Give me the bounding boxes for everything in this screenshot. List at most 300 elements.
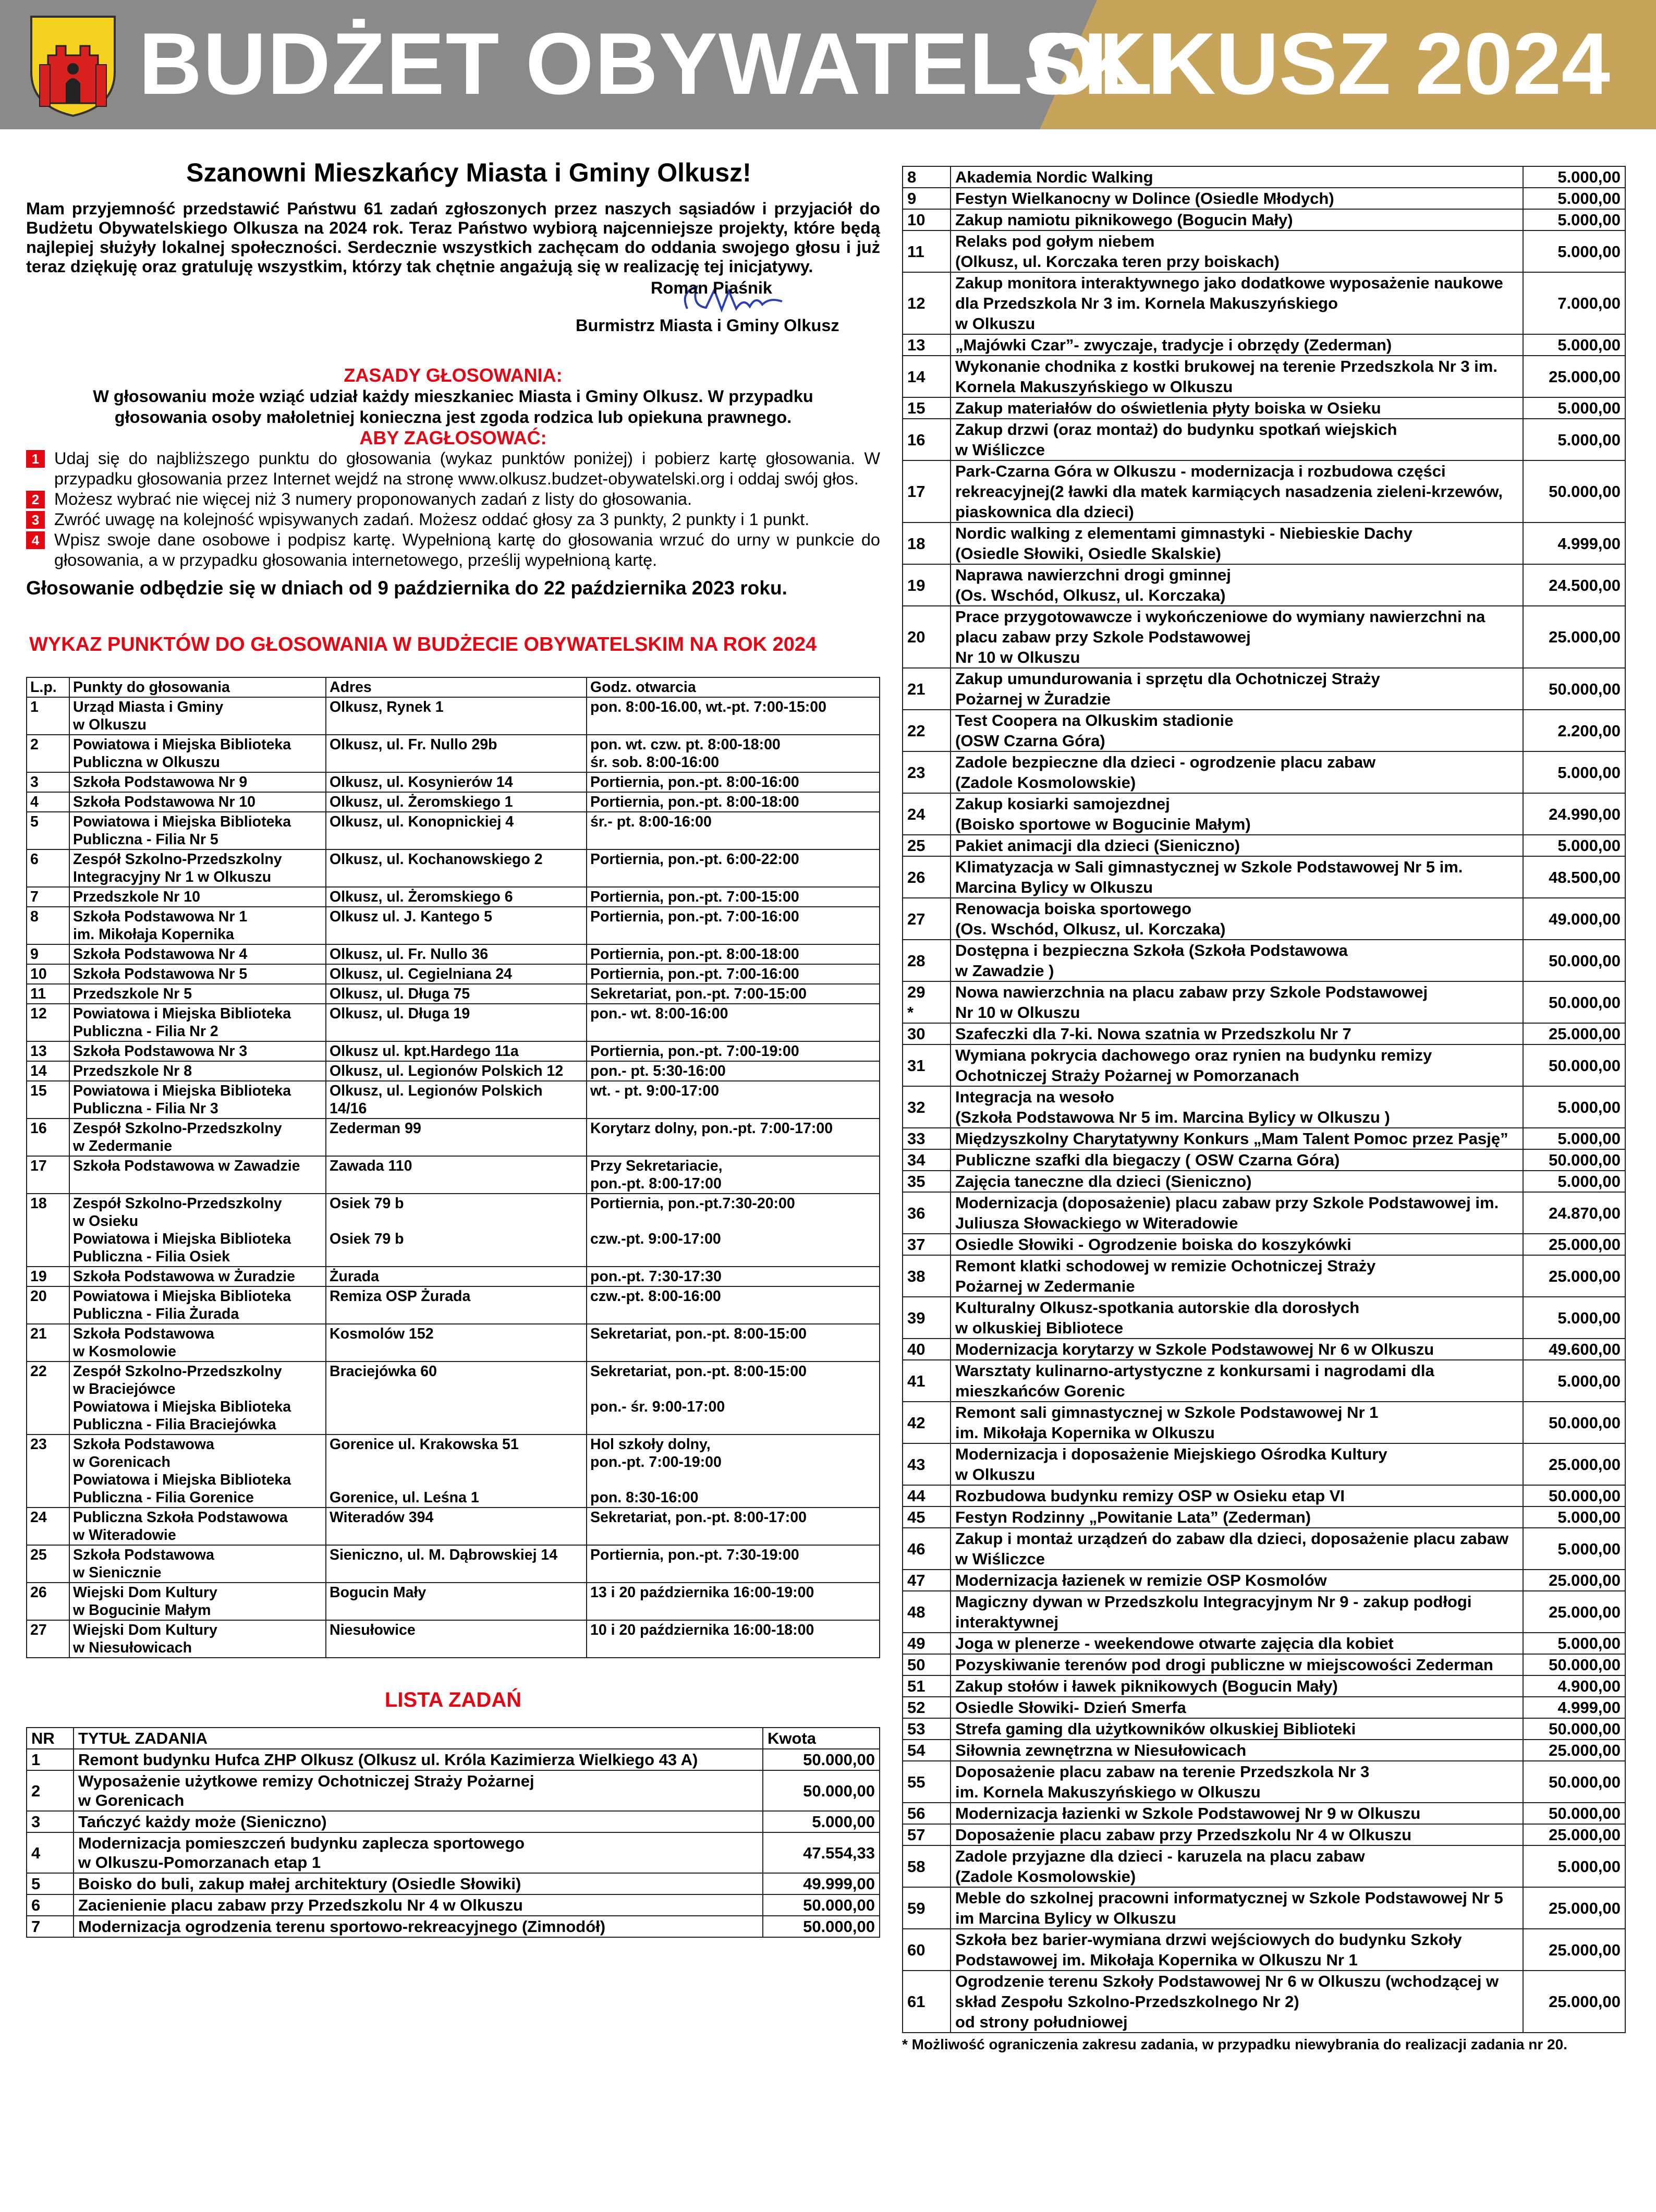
table-cell: Wiejski Dom Kultury w Niesułowicach [69, 1620, 326, 1658]
table-cell: Olkusz, ul. Legionów Polskich 12 [326, 1061, 587, 1081]
table-cell: Modernizacja i doposażenie Miejskiego Ośrodka Kultury w Olkuszu [951, 1443, 1523, 1485]
table-cell: 25 [903, 835, 951, 856]
table-cell: Przedszkole Nr 5 [69, 984, 326, 1004]
step-text: Możesz wybrać nie więcej niż 3 numery proponowanych zadań z listy do głosowania. [54, 490, 692, 508]
table-cell: 37 [903, 1234, 951, 1255]
table-cell: Olkusz, Rynek 1 [326, 697, 587, 735]
table-cell: 1 [27, 1749, 74, 1770]
table-cell: pon.-pt. 7:30-17:30 [587, 1267, 880, 1286]
table-cell: Zakup stołów i ławek piknikowych (Bogucin Mały) [951, 1675, 1523, 1697]
table-cell: Olkusz, ul. Legionów Polskich 14/16 [326, 1081, 587, 1119]
task-row [903, 1360, 1625, 1402]
table-cell: Wymiana pokrycia dachowego oraz rynien na budynku remizy Ochotniczej Straży Pożarnej w Pomorzanach [951, 1044, 1523, 1086]
task-row [903, 751, 1625, 793]
task-row [903, 1761, 1625, 1803]
tasks-title: LISTA ZADAŃ [384, 1688, 522, 1711]
table-cell: 25.000,00 [1523, 356, 1625, 397]
table-cell: pon. 8:00-16.00, wt.-pt. 7:00-15:00 [587, 697, 880, 735]
table-cell: Zajęcia taneczne dla dzieci (Sieniczno) [951, 1171, 1523, 1192]
table-cell: Przedszkole Nr 10 [69, 887, 326, 907]
table-cell: Siłownia zewnętrzna w Niesułowicach [951, 1740, 1523, 1761]
table-cell: Test Coopera na Olkuskim stadionie (OSW Czarna Góra) [951, 710, 1523, 751]
task-row [903, 1570, 1625, 1591]
table-cell: Zakup materiałów do oświetlenia płyty boiska w Osieku [951, 397, 1523, 419]
table-cell: Portiernia, pon.-pt. 7:30-19:00 [587, 1545, 880, 1583]
table-cell: Kulturalny Olkusz-spotkania autorskie dla dorosłych w olkuskiej Bibliotece [951, 1297, 1523, 1339]
table-cell: 50.000,00 [1523, 1654, 1625, 1675]
task-row [903, 1654, 1625, 1675]
table-cell: Gorenice ul. Krakowska 51 Gorenice, ul. Leśna 1 [326, 1435, 587, 1508]
table-cell: Osiek 79 b Osiek 79 b [326, 1194, 587, 1267]
table-row [27, 984, 880, 1004]
task-row [903, 1149, 1625, 1171]
table-cell: Powiatowa i Miejska Biblioteka Publiczna - Filia Nr 2 [69, 1004, 326, 1041]
task-row [903, 1697, 1625, 1718]
voting-step [26, 448, 880, 489]
table-cell: 5.000,00 [1523, 166, 1625, 188]
table-cell: Portiernia, pon.-pt. 8:00-18:00 [587, 944, 880, 964]
table-cell: Nordic walking z elementami gimnastyki - Niebieskie Dachy (Osiedle Słowiki, Osiedle Skalskie) [951, 522, 1523, 564]
column-header: L.p. [27, 677, 69, 697]
table-cell: 46 [903, 1528, 951, 1570]
table-cell: 50.000,00 [1523, 1485, 1625, 1506]
step-number-badge: 3 [26, 511, 45, 529]
table-cell: 13 [903, 334, 951, 356]
task-row [903, 209, 1625, 230]
table-cell: Zespół Szkolno-Przedszkolny Integracyjny Nr 1 w Olkuszu [69, 849, 326, 887]
signature-title: Burmistrz Miasta i Gminy Olkusz [576, 316, 839, 335]
table-cell: 50.000,00 [1523, 1803, 1625, 1824]
task-row [903, 1044, 1625, 1086]
task-row [903, 397, 1625, 419]
table-cell: 12 [27, 1004, 69, 1041]
left-column [26, 156, 880, 1938]
table-cell: Olkusz, ul. Fr. Nullo 36 [326, 944, 587, 964]
table-cell: 54 [903, 1740, 951, 1761]
table-cell: Portiernia, pon.-pt.7:30-20:00 czw.-pt. 9:00-17:00 [587, 1194, 880, 1267]
task-row [903, 1234, 1625, 1255]
table-row [27, 1435, 880, 1508]
table-cell: Modernizacja korytarzy w Szkole Podstawowej Nr 6 w Olkuszu [951, 1339, 1523, 1360]
task-row [903, 272, 1625, 334]
table-cell: Powiatowa i Miejska Biblioteka Publiczna - Filia Nr 5 [69, 812, 326, 849]
table-cell: Portiernia, pon.-pt. 7:00-19:00 [587, 1041, 880, 1061]
table-cell: 50.000,00 [1523, 1718, 1625, 1740]
table-cell: Szkoła Podstawowa Nr 5 [69, 964, 326, 984]
table-cell: Witeradów 394 [326, 1508, 587, 1545]
table-row [27, 1620, 880, 1658]
table-cell: 42 [903, 1402, 951, 1443]
table-cell: Zakup namiotu piknikowego (Bogucin Mały) [951, 209, 1523, 230]
table-row [27, 1081, 880, 1119]
voting-dates: Głosowanie odbędzie się w dniach od 9 października do 22 października 2023 roku. [26, 577, 787, 599]
table-cell: 15 [903, 397, 951, 419]
table-cell: 4.999,00 [1523, 522, 1625, 564]
task-row [27, 1916, 880, 1937]
table-cell: 24.870,00 [1523, 1192, 1625, 1234]
table-cell: Pozyskiwanie terenów pod drogi publiczne w miejscowości Zederman [951, 1654, 1523, 1675]
table-cell: Portiernia, pon.-pt. 8:00-18:00 [587, 792, 880, 812]
table-cell: 48 [903, 1591, 951, 1633]
task-row [903, 1485, 1625, 1506]
table-cell: 50.000,00 [1523, 940, 1625, 981]
table-cell: Modernizacja łazienki w Szkole Podstawowej Nr 9 w Olkuszu [951, 1803, 1523, 1824]
table-cell: 7 [27, 1916, 74, 1937]
table-row [27, 812, 880, 849]
table-cell: Sekretariat, pon.-pt. 8:00-15:00 [587, 1324, 880, 1362]
column-header: Punkty do głosowania [69, 677, 326, 697]
page-header [0, 0, 1656, 129]
table-cell: 31 [903, 1044, 951, 1086]
table-cell: Akademia Nordic Walking [951, 166, 1523, 188]
voting-points-title: WYKAZ PUNKTÓW DO GŁOSOWANIA W BUDŻECIE OBYWATELSKIM NA ROK 2024 [29, 634, 817, 655]
table-cell: Braciejówka 60 [326, 1362, 587, 1435]
table-cell: 17 [903, 460, 951, 522]
table-cell: 9 [903, 188, 951, 209]
task-row [903, 419, 1625, 460]
table-cell: 6 [27, 1894, 74, 1916]
table-row [27, 1267, 880, 1286]
greeting-heading: Szanowni Mieszkańcy Miasta i Gminy Olkusz! [186, 158, 751, 187]
table-cell: 25.000,00 [1523, 1929, 1625, 1971]
task-row [903, 940, 1625, 981]
table-cell: wt. - pt. 9:00-17:00 [587, 1081, 880, 1119]
task-row [903, 1339, 1625, 1360]
table-cell: 16 [903, 419, 951, 460]
table-cell: 28 [903, 940, 951, 981]
table-cell: 5.000,00 [1523, 1171, 1625, 1192]
table-cell: Festyn Wielkanocny w Dolince (Osiedle Młodych) [951, 188, 1523, 209]
table-cell: 5.000,00 [1523, 334, 1625, 356]
table-cell: Zakup monitora interaktywnego jako dodatkowe wyposażenie naukowe dla Przedszkola Nr 3 im. Kornela Makuszyńskiego w Olkuszu [951, 272, 1523, 334]
rules-title: ZASADY GŁOSOWANIA: [344, 364, 563, 386]
table-cell: 5.000,00 [1523, 835, 1625, 856]
table-cell: 45 [903, 1506, 951, 1528]
table-cell: Zespół Szkolno-Przedszkolny w Osieku Powiatowa i Miejska Biblioteka Publiczna - Filia Osiek [69, 1194, 326, 1267]
table-cell: 16 [27, 1119, 69, 1156]
table-cell: Olkusz ul. kpt.Hardego 11a [326, 1041, 587, 1061]
table-cell: Modernizacja (doposażenie) placu zabaw przy Szkole Podstawowej im. Juliusza Słowackiego w Witeradowie [951, 1192, 1523, 1234]
table-cell: Olkusz, ul. Konopnickiej 4 [326, 812, 587, 849]
table-cell: 14 [27, 1061, 69, 1081]
table-cell: Niesułowice [326, 1620, 587, 1658]
table-cell: 7 [27, 887, 69, 907]
table-cell: Nowa nawierzchnia na placu zabaw przy Szkole Podstawowej Nr 10 w Olkuszu [951, 981, 1523, 1023]
task-row [903, 793, 1625, 835]
table-cell: 23 [27, 1435, 69, 1508]
table-cell: 18 [903, 522, 951, 564]
table-cell: Szkoła Podstawowa Nr 4 [69, 944, 326, 964]
table-cell: 48.500,00 [1523, 856, 1625, 898]
table-header-row [27, 1728, 880, 1749]
table-cell: 49.600,00 [1523, 1339, 1625, 1360]
table-cell: 9 [27, 944, 69, 964]
table-cell: Integracja na wesoło (Szkoła Podstawowa Nr 5 im. Marcina Bylicy w Olkuszu ) [951, 1086, 1523, 1128]
table-cell: Publiczne szafki dla biegaczy ( OSW Czarna Góra) [951, 1149, 1523, 1171]
table-cell: Szkoła bez barier-wymiana drzwi wejściowych do budynku Szkoły Podstawowej im. Mikołaja Kopernika w Olkuszu Nr 1 [951, 1929, 1523, 1971]
table-cell: Osiedle Słowiki - Ogrodzenie boiska do koszykówki [951, 1234, 1523, 1255]
table-cell: Zadole przyjazne dla dzieci - karuzela na placu zabaw (Zadole Kosmolowskie) [951, 1845, 1523, 1887]
table-cell: 33 [903, 1128, 951, 1149]
table-row [27, 907, 880, 944]
table-cell: Szkoła Podstawowa Nr 3 [69, 1041, 326, 1061]
table-cell: 52 [903, 1697, 951, 1718]
table-row [27, 1061, 880, 1081]
table-cell: 5.000,00 [1523, 209, 1625, 230]
table-cell: 26 [27, 1583, 69, 1620]
table-cell: Powiatowa i Miejska Biblioteka Publiczna - Filia Nr 3 [69, 1081, 326, 1119]
task-row [903, 1255, 1625, 1297]
table-cell: 50.000,00 [1523, 981, 1625, 1023]
task-row [903, 1023, 1625, 1044]
table-row [27, 1156, 880, 1194]
table-cell: Szkoła Podstawowa Nr 1 im. Mikołaja Kopernika [69, 907, 326, 944]
tasks-left-body [27, 1749, 880, 1937]
table-cell: 56 [903, 1803, 951, 1824]
table-row [27, 792, 880, 812]
table-cell: 21 [27, 1324, 69, 1362]
table-cell: 11 [903, 230, 951, 272]
table-cell: 50.000,00 [763, 1916, 880, 1937]
header-title-left: BUDŻET OBYWATELSKI [139, 15, 1173, 113]
table-cell: Olkusz, ul. Żeromskiego 6 [326, 887, 587, 907]
table-cell: Szkoła Podstawowa Nr 9 [69, 772, 326, 792]
intro-paragraph: Mam przyjemność przedstawić Państwu 61 zadań zgłoszonych przez naszych sąsiadów i przyjaciół do Budżetu Obywatelskiego Olkusza na 2024 rok. Teraz Państwo wybiorą najcenniejsze projekty, które będą najlepiej służyły lokalnej społeczności. Serdecznie wszystkich zachęcam do oddania swojego głosu i już teraz dziękuję oraz gratuluję wszystkim, którzy tak chętnie angażują się w realizację tej inicjatywy. [26, 199, 880, 276]
table-cell: Międzyszkolny Charytatywny Konkurs „Mam Talent Pomoc przez Pasję” [951, 1128, 1523, 1149]
table-cell: Portiernia, pon.-pt. 6:00-22:00 [587, 849, 880, 887]
table-cell: Powiatowa i Miejska Biblioteka Publiczna w Olkuszu [69, 735, 326, 772]
task-row [903, 1675, 1625, 1697]
table-cell: Relaks pod gołym niebem (Olkusz, ul. Korczaka teren przy boiskach) [951, 230, 1523, 272]
table-cell: 61 [903, 1971, 951, 2033]
table-row [27, 1004, 880, 1041]
table-cell: 50.000,00 [763, 1749, 880, 1770]
table-cell: Sekretariat, pon.-pt. 8:00-17:00 [587, 1508, 880, 1545]
table-cell: 59 [903, 1887, 951, 1929]
table-cell: 50.000,00 [1523, 1044, 1625, 1086]
table-cell: 40 [903, 1339, 951, 1360]
table-cell: Sieniczno, ul. M. Dąbrowskiej 14 [326, 1545, 587, 1583]
task-row [27, 1749, 880, 1770]
table-cell: 30 [903, 1023, 951, 1044]
how-to-vote-title: ABY ZAGŁOSOWAĆ: [359, 427, 547, 448]
table-cell: „Majówki Czar”- zwyczaje, tradycje i obrzędy (Zederman) [951, 334, 1523, 356]
task-row [903, 898, 1625, 940]
table-cell: 50 [903, 1654, 951, 1675]
table-cell: 12 [903, 272, 951, 334]
table-cell: 18 [27, 1194, 69, 1267]
table-cell: Urząd Miasta i Gminy w Olkuszu [69, 697, 326, 735]
table-cell: 25 [27, 1545, 69, 1583]
task-row [27, 1894, 880, 1916]
table-cell: 2 [27, 1770, 74, 1811]
table-cell: Olkusz, ul. Długa 19 [326, 1004, 587, 1041]
table-cell: 49 [903, 1633, 951, 1654]
table-cell: 4.900,00 [1523, 1675, 1625, 1697]
table-cell: Remont klatki schodowej w remizie Ochotniczej Straży Pożarnej w Zedermanie [951, 1255, 1523, 1297]
table-cell: 44 [903, 1485, 951, 1506]
column-header: TYTUŁ ZADANIA [74, 1728, 763, 1749]
table-cell: 41 [903, 1360, 951, 1402]
step-number-badge: 2 [26, 491, 45, 508]
table-cell: Sekretariat, pon.-pt. 7:00-15:00 [587, 984, 880, 1004]
table-row [27, 1041, 880, 1061]
table-cell: Hol szkoły dolny, pon.-pt. 7:00-19:00 pon. 8:30-16:00 [587, 1435, 880, 1508]
table-cell: Olkusz, ul. Kochanowskiego 2 [326, 849, 587, 887]
table-cell: Modernizacja ogrodzenia terenu sportowo-rekreacyjnego (Zimnodół) [74, 1916, 763, 1937]
task-row [903, 188, 1625, 209]
table-row [27, 1194, 880, 1267]
table-cell: 20 [903, 606, 951, 668]
table-cell: Bogucin Mały [326, 1583, 587, 1620]
table-cell: Meble do szkolnej pracowni informatycznej w Szkole Podstawowej Nr 5 im Marcina Bylicy w Olkuszu [951, 1887, 1523, 1929]
table-cell: 32 [903, 1086, 951, 1128]
table-cell: 5.000,00 [1523, 1845, 1625, 1887]
table-cell: 57 [903, 1824, 951, 1845]
task-row [903, 1845, 1625, 1887]
table-cell: 22 [903, 710, 951, 751]
olkusz-coat-of-arms-icon [29, 15, 117, 117]
table-cell: 24 [27, 1508, 69, 1545]
table-cell: 25.000,00 [1523, 1234, 1625, 1255]
table-cell: Sekretariat, pon.-pt. 8:00-15:00 pon.- śr. 9:00-17:00 [587, 1362, 880, 1435]
table-cell: 50.000,00 [1523, 1761, 1625, 1803]
task-row [903, 1528, 1625, 1570]
task-row [903, 334, 1625, 356]
table-row [27, 944, 880, 964]
table-cell: Remont sali gimnastycznej w Szkole Podstawowej Nr 1 im. Mikołaja Kopernika w Olkuszu [951, 1402, 1523, 1443]
table-cell: 13 i 20 października 16:00-19:00 [587, 1583, 880, 1620]
table-cell: 5.000,00 [1523, 230, 1625, 272]
table-cell: Publiczna Szkoła Podstawowa w Witeradowie [69, 1508, 326, 1545]
table-cell: 15 [27, 1081, 69, 1119]
table-cell: 19 [903, 564, 951, 606]
table-cell: 5.000,00 [1523, 1528, 1625, 1570]
voting-step [26, 530, 880, 570]
table-cell: Remont budynku Hufca ZHP Olkusz (Olkusz ul. Króla Kazimierza Wielkiego 43 A) [74, 1749, 763, 1770]
voting-points-table [26, 677, 880, 1658]
table-cell: Olkusz, ul. Długa 75 [326, 984, 587, 1004]
footnote: * Możliwość ograniczenia zakresu zadania, w przypadku niewybrania do realizacji zadania nr 20. [902, 2036, 1567, 2052]
table-cell: 4.999,00 [1523, 1697, 1625, 1718]
task-row [903, 981, 1625, 1023]
task-row [903, 356, 1625, 397]
table-cell: 35 [903, 1171, 951, 1192]
table-row [27, 1508, 880, 1545]
table-cell: Powiatowa i Miejska Biblioteka Publiczna - Filia Żurada [69, 1286, 326, 1324]
table-cell: Szkoła Podstawowa w Kosmolowie [69, 1324, 326, 1362]
table-cell: Zakup kosiarki samojezdnej (Boisko sportowe w Bogucinie Małym) [951, 793, 1523, 835]
table-cell: Kosmolów 152 [326, 1324, 587, 1362]
table-cell: 5 [27, 1873, 74, 1894]
right-column [902, 166, 1626, 2053]
table-cell: Ogrodzenie terenu Szkoły Podstawowej Nr 6 w Olkuszu (wchodzącej w skład Zespołu Szkolno-Przedszkolnego Nr 2) od strony południowej [951, 1971, 1523, 2033]
table-cell: pon.- wt. 8:00-16:00 [587, 1004, 880, 1041]
table-cell: Portiernia, pon.-pt. 8:00-16:00 [587, 772, 880, 792]
table-cell: 11 [27, 984, 69, 1004]
table-cell: Remiza OSP Żurada [326, 1286, 587, 1324]
task-row [903, 1506, 1625, 1528]
table-cell: pon. wt. czw. pt. 8:00-18:00 śr. sob. 8:00-16:00 [587, 735, 880, 772]
table-cell: Korytarz dolny, pon.-pt. 7:00-17:00 [587, 1119, 880, 1156]
table-row [27, 735, 880, 772]
table-cell: 50.000,00 [1523, 668, 1625, 710]
step-text: Zwróć uwagę na kolejność wpisywanych zadań. Możesz oddać głosy za 3 punkty, 2 punkty i 1 punkt. [54, 510, 810, 529]
table-cell: 55 [903, 1761, 951, 1803]
table-cell: 50.000,00 [1523, 1149, 1625, 1171]
task-row [903, 1171, 1625, 1192]
task-row [903, 856, 1625, 898]
table-row [27, 697, 880, 735]
table-cell: Zespół Szkolno-Przedszkolny w Braciejówce Powiatowa i Miejska Biblioteka Publiczna - Filia Braciejówka [69, 1362, 326, 1435]
table-cell: 20 [27, 1286, 69, 1324]
table-cell: 6 [27, 849, 69, 887]
tasks-right-body [903, 166, 1625, 2033]
table-cell: Szkoła Podstawowa w Gorenicach Powiatowa i Miejska Biblioteka Publiczna - Filia Gorenice [69, 1435, 326, 1508]
table-cell: 25.000,00 [1523, 1740, 1625, 1761]
table-row [27, 1362, 880, 1435]
table-cell: 38 [903, 1255, 951, 1297]
table-cell: 53 [903, 1718, 951, 1740]
task-row [903, 230, 1625, 272]
table-cell: Olkusz, ul. Żeromskiego 1 [326, 792, 587, 812]
table-cell: Wykonanie chodnika z kostki brukowej na terenie Przedszkola Nr 3 im. Kornela Makuszyńskiego w Olkuszu [951, 356, 1523, 397]
table-cell: 3 [27, 772, 69, 792]
signature-name: Roman Piaśnik [651, 278, 772, 297]
table-cell: 13 [27, 1041, 69, 1061]
table-cell: 22 [27, 1362, 69, 1435]
table-cell: Prace przygotowawcze i wykończeniowe do wymiany nawierzchni na placu zabaw przy Szkole Podstawowej Nr 10 w Olkuszu [951, 606, 1523, 668]
table-cell: Festyn Rodzinny „Powitanie Lata” (Zederman) [951, 1506, 1523, 1528]
table-cell: 5.000,00 [1523, 397, 1625, 419]
step-text: Udaj się do najbliższego punktu do głosowania (wykaz punktów poniżej) i pobierz kartę głosowania. W przypadku głosowania przez Internet wejdź na stronę www.olkusz.budzet-obywatelski.org i oddaj swój głos. [54, 449, 880, 488]
table-cell: Portiernia, pon.-pt. 7:00-16:00 [587, 964, 880, 984]
table-row [27, 1324, 880, 1362]
table-cell: 47.554,33 [763, 1832, 880, 1873]
voting-points-body [27, 697, 880, 1658]
table-cell: 25.000,00 [1523, 1824, 1625, 1845]
task-row [27, 1811, 880, 1832]
table-cell: 5.000,00 [763, 1811, 880, 1832]
table-cell: 49.999,00 [763, 1873, 880, 1894]
table-row [27, 1583, 880, 1620]
table-cell: 43 [903, 1443, 951, 1485]
voting-step [26, 509, 880, 530]
table-cell: 39 [903, 1297, 951, 1339]
table-cell: Zespół Szkolno-Przedszkolny w Zedermanie [69, 1119, 326, 1156]
table-cell: Tańczyć każdy może (Sieniczno) [74, 1811, 763, 1832]
table-cell: czw.-pt. 8:00-16:00 [587, 1286, 880, 1324]
table-cell: Warsztaty kulinarno-artystyczne z konkursami i nagrodami dla mieszkańców Gorenic [951, 1360, 1523, 1402]
table-cell: 1 [27, 697, 69, 735]
voting-steps [26, 448, 880, 570]
table-cell: 19 [27, 1267, 69, 1286]
table-cell: Portiernia, pon.-pt. 7:00-16:00 [587, 907, 880, 944]
table-cell: 50.000,00 [1523, 460, 1625, 522]
column-header: Adres [326, 677, 587, 697]
table-cell: 47 [903, 1570, 951, 1591]
task-row [903, 460, 1625, 522]
task-row [903, 1086, 1625, 1128]
task-row [903, 564, 1625, 606]
table-cell: 25.000,00 [1523, 1443, 1625, 1485]
table-cell: Magiczny dywan w Przedszkolu Integracyjnym Nr 9 - zakup podłogi interaktywnej [951, 1591, 1523, 1633]
table-cell: 29 * [903, 981, 951, 1023]
table-cell: Zakup umundurowania i sprzętu dla Ochotniczej Straży Pożarnej w Żuradzie [951, 668, 1523, 710]
table-cell: pon.- pt. 5:30-16:00 [587, 1061, 880, 1081]
table-cell: 5.000,00 [1523, 1086, 1625, 1128]
table-cell: 49.000,00 [1523, 898, 1625, 940]
